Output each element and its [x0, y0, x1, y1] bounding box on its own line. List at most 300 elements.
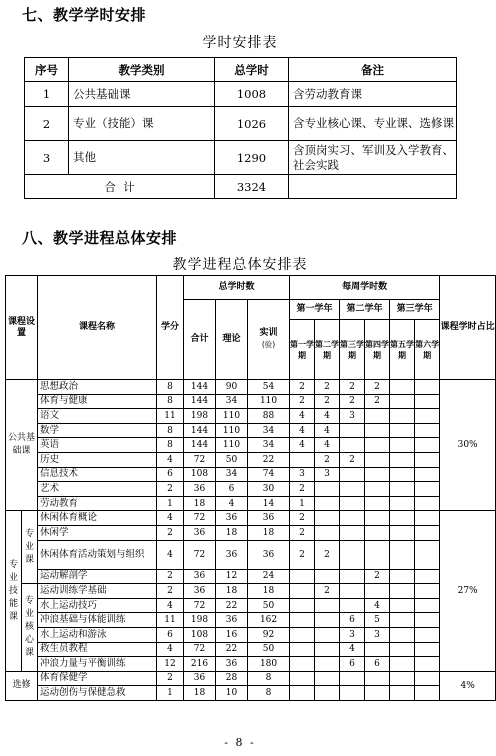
subgroup-major: 专业课: [22, 511, 38, 584]
practice-hours: 14: [248, 496, 290, 511]
term-5: [390, 452, 415, 467]
term-5: [390, 642, 415, 657]
term-4: [365, 452, 390, 467]
table-row: [6, 627, 496, 642]
course-name: 救生员教程: [38, 642, 157, 657]
practice-hours: 74: [248, 467, 290, 482]
total-hours: 72: [184, 452, 216, 467]
term-5: [390, 525, 415, 540]
credit: 2: [157, 525, 184, 540]
theory-hours: 22: [216, 598, 248, 613]
term-4: [365, 438, 390, 453]
row-category: 公共基础课: [69, 82, 215, 107]
header-term-4: 第四学期: [365, 320, 390, 380]
credit: 1: [157, 496, 184, 511]
term-6: [415, 627, 440, 642]
course-name: 历史: [38, 452, 157, 467]
schedule-table: [5, 275, 496, 701]
practice-hours: 24: [248, 569, 290, 584]
theory-hours: 18: [216, 525, 248, 540]
total-hours: 72: [184, 642, 216, 657]
course-name: 水上运动技巧: [38, 598, 157, 613]
theory-hours: 22: [216, 642, 248, 657]
total-hours: 216: [184, 657, 216, 672]
term-4: [365, 467, 390, 482]
total-hours: 36: [184, 482, 216, 497]
header-practice: 实训 (验): [248, 300, 290, 380]
term-2: 4: [315, 423, 340, 438]
theory-hours: 110: [216, 423, 248, 438]
term-3: [340, 482, 365, 497]
theory-hours: 16: [216, 627, 248, 642]
row-no: 2: [25, 107, 69, 141]
table-1-caption: 学时安排表: [202, 35, 278, 51]
row-note: 含顶岗实习、军训及入学教育、社会实践: [289, 141, 457, 175]
term-4: [365, 423, 390, 438]
term-3: [340, 540, 365, 569]
term-2: 2: [315, 452, 340, 467]
term-1: [290, 686, 315, 701]
group-elective: 选修: [6, 671, 38, 700]
course-name: 冲浪基础与体能训练: [38, 613, 157, 628]
credit: 8: [157, 380, 184, 395]
term-5: [390, 511, 415, 526]
theory-hours: 50: [216, 452, 248, 467]
term-1: 4: [290, 438, 315, 453]
term-6: [415, 671, 440, 686]
term-4: [365, 671, 390, 686]
theory-hours: 28: [216, 671, 248, 686]
header-theory: 理论: [216, 300, 248, 380]
term-2: 2: [315, 394, 340, 409]
term-2: [315, 671, 340, 686]
credit: 4: [157, 642, 184, 657]
total-hours: 198: [184, 409, 216, 424]
group-public: 公共基础课: [6, 380, 38, 511]
ratio-public: 30%: [440, 380, 496, 511]
term-6: [415, 540, 440, 569]
term-5: [390, 540, 415, 569]
header-setup: 课程设置: [6, 276, 38, 380]
table-row: [6, 686, 496, 701]
term-1: 4: [290, 409, 315, 424]
term-4: [365, 496, 390, 511]
term-2: [315, 613, 340, 628]
table-row: [25, 82, 457, 107]
table-row: [25, 141, 457, 175]
total-row: [25, 175, 457, 199]
term-1: 2: [290, 394, 315, 409]
term-3: [340, 686, 365, 701]
term-2: [315, 598, 340, 613]
practice-hours: 34: [248, 423, 290, 438]
credit: 2: [157, 584, 184, 599]
term-2: [315, 627, 340, 642]
term-3: [340, 569, 365, 584]
term-4: [365, 584, 390, 599]
practice-hours: 36: [248, 511, 290, 526]
term-6: [415, 380, 440, 395]
credit: 8: [157, 394, 184, 409]
term-2: [315, 496, 340, 511]
table-row: [6, 613, 496, 628]
header-note: 备注: [289, 58, 457, 82]
term-5: [390, 423, 415, 438]
term-3: 3: [340, 409, 365, 424]
row-category: 专业（技能）课: [69, 107, 215, 141]
term-3: [340, 423, 365, 438]
term-2: [315, 525, 340, 540]
term-1: 2: [290, 525, 315, 540]
header-no: 序号: [25, 58, 69, 82]
credit: 4: [157, 511, 184, 526]
term-6: [415, 438, 440, 453]
term-6: [415, 496, 440, 511]
course-name: 英语: [38, 438, 157, 453]
table-row: [6, 438, 496, 453]
practice-hours: 180: [248, 657, 290, 672]
term-3: [340, 671, 365, 686]
term-4: 2: [365, 394, 390, 409]
course-name: 休闲学: [38, 525, 157, 540]
term-1: 3: [290, 467, 315, 482]
header-term-5: 第五学期: [390, 320, 415, 380]
credit: 2: [157, 569, 184, 584]
theory-hours: 90: [216, 380, 248, 395]
term-3: 2: [340, 452, 365, 467]
practice-hours: 110: [248, 394, 290, 409]
term-1: 2: [290, 482, 315, 497]
term-1: [290, 671, 315, 686]
term-3: 6: [340, 657, 365, 672]
total-hours: 72: [184, 540, 216, 569]
total-hours: 36: [184, 671, 216, 686]
term-5: [390, 438, 415, 453]
theory-hours: 34: [216, 394, 248, 409]
term-2: 4: [315, 409, 340, 424]
total-hours: 36: [184, 569, 216, 584]
total-hours: 72: [184, 598, 216, 613]
theory-hours: 4: [216, 496, 248, 511]
table-row: [6, 452, 496, 467]
total-hours: 3324: [215, 175, 289, 199]
course-name: 体育与健康: [38, 394, 157, 409]
term-3: 6: [340, 613, 365, 628]
course-name: 运动创伤与保健急救: [38, 686, 157, 701]
term-6: [415, 657, 440, 672]
term-3: [340, 496, 365, 511]
term-1: [290, 584, 315, 599]
header-hours: 总学时: [215, 58, 289, 82]
header-total-hours: 总学时数: [184, 276, 290, 300]
header-term-6: 第六学期: [415, 320, 440, 380]
practice-hours: 54: [248, 380, 290, 395]
term-4: [365, 686, 390, 701]
practice-hours: 18: [248, 525, 290, 540]
term-2: [315, 569, 340, 584]
header-year-2: 第二学年: [340, 300, 390, 320]
term-2: [315, 642, 340, 657]
table-row: [6, 671, 496, 686]
theory-hours: 36: [216, 657, 248, 672]
practice-hours: 162: [248, 613, 290, 628]
total-hours: 108: [184, 467, 216, 482]
term-5: [390, 482, 415, 497]
term-4: [365, 642, 390, 657]
term-3: 4: [340, 642, 365, 657]
table-row: [6, 482, 496, 497]
term-6: [415, 423, 440, 438]
term-5: [390, 627, 415, 642]
term-5: [390, 598, 415, 613]
total-hours: 144: [184, 438, 216, 453]
table-row: [6, 657, 496, 672]
term-5: [390, 496, 415, 511]
total-hours: 18: [184, 496, 216, 511]
section-8-title: 八、教学进程总体安排: [22, 229, 178, 247]
term-4: 3: [365, 627, 390, 642]
credit: 2: [157, 482, 184, 497]
course-name: 运动训练学基础: [38, 584, 157, 599]
term-4: [365, 540, 390, 569]
header-year-3: 第三学年: [390, 300, 440, 320]
term-5: [390, 584, 415, 599]
theory-hours: 36: [216, 511, 248, 526]
term-4: 6: [365, 657, 390, 672]
term-1: 4: [290, 423, 315, 438]
term-2: 2: [315, 540, 340, 569]
total-note: [289, 175, 457, 199]
course-name: 休闲体育活动策划与组织: [38, 540, 157, 569]
term-2: [315, 511, 340, 526]
term-3: [340, 511, 365, 526]
total-hours: 144: [184, 423, 216, 438]
course-name: 水上运动和游泳: [38, 627, 157, 642]
group-major: 专业技能课: [6, 511, 22, 671]
header-term-1: 第一学期: [290, 320, 315, 380]
row-no: 1: [25, 82, 69, 107]
row-hours: 1008: [215, 82, 289, 107]
total-label: 合 计: [25, 175, 215, 199]
credit: 6: [157, 627, 184, 642]
table-row: [6, 409, 496, 424]
page-number: - 8 -: [224, 736, 256, 749]
header-year-1: 第一学年: [290, 300, 340, 320]
term-3: [340, 598, 365, 613]
term-3: 2: [340, 394, 365, 409]
row-category: 其他: [69, 141, 215, 175]
course-name: 信息技术: [38, 467, 157, 482]
section-7-title: 七、教学学时安排: [22, 6, 147, 24]
theory-hours: 34: [216, 467, 248, 482]
table-row: [6, 569, 496, 584]
term-5: [390, 380, 415, 395]
term-2: 2: [315, 584, 340, 599]
term-5: [390, 686, 415, 701]
theory-hours: 110: [216, 438, 248, 453]
term-1: [290, 657, 315, 672]
practice-hours: 8: [248, 686, 290, 701]
term-6: [415, 613, 440, 628]
course-name: 思想政治: [38, 380, 157, 395]
practice-hours: 92: [248, 627, 290, 642]
practice-hours: 34: [248, 438, 290, 453]
term-1: [290, 569, 315, 584]
practice-hours: 50: [248, 642, 290, 657]
term-2: 3: [315, 467, 340, 482]
course-name: 冲浪力量与平衡训练: [38, 657, 157, 672]
credit: 8: [157, 438, 184, 453]
table-2-caption: 教学进程总体安排表: [172, 257, 308, 273]
course-name: 劳动教育: [38, 496, 157, 511]
theory-hours: 18: [216, 584, 248, 599]
table-row: [6, 525, 496, 540]
row-note: 含劳动教育课: [289, 82, 457, 107]
row-hours: 1026: [215, 107, 289, 141]
term-6: [415, 642, 440, 657]
term-1: [290, 452, 315, 467]
header-ratio: 课程学时占比: [440, 276, 496, 380]
theory-hours: 6: [216, 482, 248, 497]
term-4: [365, 525, 390, 540]
row-note: 含专业核心课、专业课、选修课: [289, 107, 457, 141]
credit: 1: [157, 686, 184, 701]
table-row: [6, 423, 496, 438]
term-6: [415, 686, 440, 701]
term-6: [415, 467, 440, 482]
table-row: [6, 496, 496, 511]
term-5: [390, 569, 415, 584]
term-6: [415, 482, 440, 497]
total-hours: 36: [184, 525, 216, 540]
practice-hours: 50: [248, 598, 290, 613]
term-2: [315, 657, 340, 672]
term-1: [290, 642, 315, 657]
term-2: 2: [315, 380, 340, 395]
term-3: 3: [340, 627, 365, 642]
table-row: [6, 642, 496, 657]
table-row: [25, 107, 457, 141]
term-1: 1: [290, 496, 315, 511]
term-1: [290, 627, 315, 642]
header-term-2: 第二学期: [315, 320, 340, 380]
theory-hours: 36: [216, 540, 248, 569]
credit: 6: [157, 467, 184, 482]
row-hours: 1290: [215, 141, 289, 175]
term-6: [415, 511, 440, 526]
total-hours: 144: [184, 394, 216, 409]
term-3: [340, 438, 365, 453]
term-1: 2: [290, 511, 315, 526]
subgroup-core: 专业核心课: [22, 584, 38, 672]
term-5: [390, 409, 415, 424]
table-row: [6, 511, 496, 526]
credit: 4: [157, 598, 184, 613]
term-3: [340, 467, 365, 482]
term-6: [415, 569, 440, 584]
term-1: 2: [290, 380, 315, 395]
table-row: [6, 467, 496, 482]
term-6: [415, 452, 440, 467]
course-name: 运动解剖学: [38, 569, 157, 584]
practice-hours: 8: [248, 671, 290, 686]
credit: 11: [157, 613, 184, 628]
total-hours: 198: [184, 613, 216, 628]
term-4: 5: [365, 613, 390, 628]
header-weekly-hours: 每周学时数: [290, 276, 440, 300]
total-hours: 108: [184, 627, 216, 642]
term-2: 4: [315, 438, 340, 453]
table-row: [6, 584, 496, 599]
table-row: [6, 598, 496, 613]
term-1: [290, 613, 315, 628]
term-4: [365, 482, 390, 497]
hours-table: [24, 57, 457, 199]
credit: 12: [157, 657, 184, 672]
theory-hours: 36: [216, 613, 248, 628]
header-category: 教学类别: [69, 58, 215, 82]
course-name: 艺术: [38, 482, 157, 497]
header-course-name: 课程名称: [38, 276, 157, 380]
term-4: 4: [365, 598, 390, 613]
term-3: [340, 525, 365, 540]
total-hours: 144: [184, 380, 216, 395]
credit: 2: [157, 671, 184, 686]
term-4: 2: [365, 380, 390, 395]
theory-hours: 10: [216, 686, 248, 701]
ratio-major: 27%: [440, 511, 496, 671]
total-hours: 18: [184, 686, 216, 701]
header-term-3: 第三学期: [340, 320, 365, 380]
theory-hours: 110: [216, 409, 248, 424]
credit: 11: [157, 409, 184, 424]
credit: 4: [157, 540, 184, 569]
term-3: 2: [340, 380, 365, 395]
header-sum: 合计: [184, 300, 216, 380]
term-6: [415, 409, 440, 424]
term-5: [390, 394, 415, 409]
row-no: 3: [25, 141, 69, 175]
credit: 4: [157, 452, 184, 467]
table-row: [6, 380, 496, 395]
term-3: [340, 584, 365, 599]
practice-hours: 18: [248, 584, 290, 599]
term-6: [415, 584, 440, 599]
term-5: [390, 467, 415, 482]
theory-hours: 12: [216, 569, 248, 584]
term-2: [315, 686, 340, 701]
course-name: 数学: [38, 423, 157, 438]
practice-hours: 22: [248, 452, 290, 467]
header-credit: 学分: [157, 276, 184, 380]
ratio-elective: 4%: [440, 671, 496, 700]
credit: 8: [157, 423, 184, 438]
term-1: 2: [290, 540, 315, 569]
term-6: [415, 525, 440, 540]
term-6: [415, 598, 440, 613]
course-name: 休闲体育概论: [38, 511, 157, 526]
course-name: 语文: [38, 409, 157, 424]
table-row: [6, 394, 496, 409]
term-5: [390, 613, 415, 628]
term-2: [315, 482, 340, 497]
term-4: [365, 409, 390, 424]
total-hours: 36: [184, 584, 216, 599]
term-5: [390, 657, 415, 672]
term-5: [390, 671, 415, 686]
table-row: [6, 540, 496, 569]
total-hours: 72: [184, 511, 216, 526]
